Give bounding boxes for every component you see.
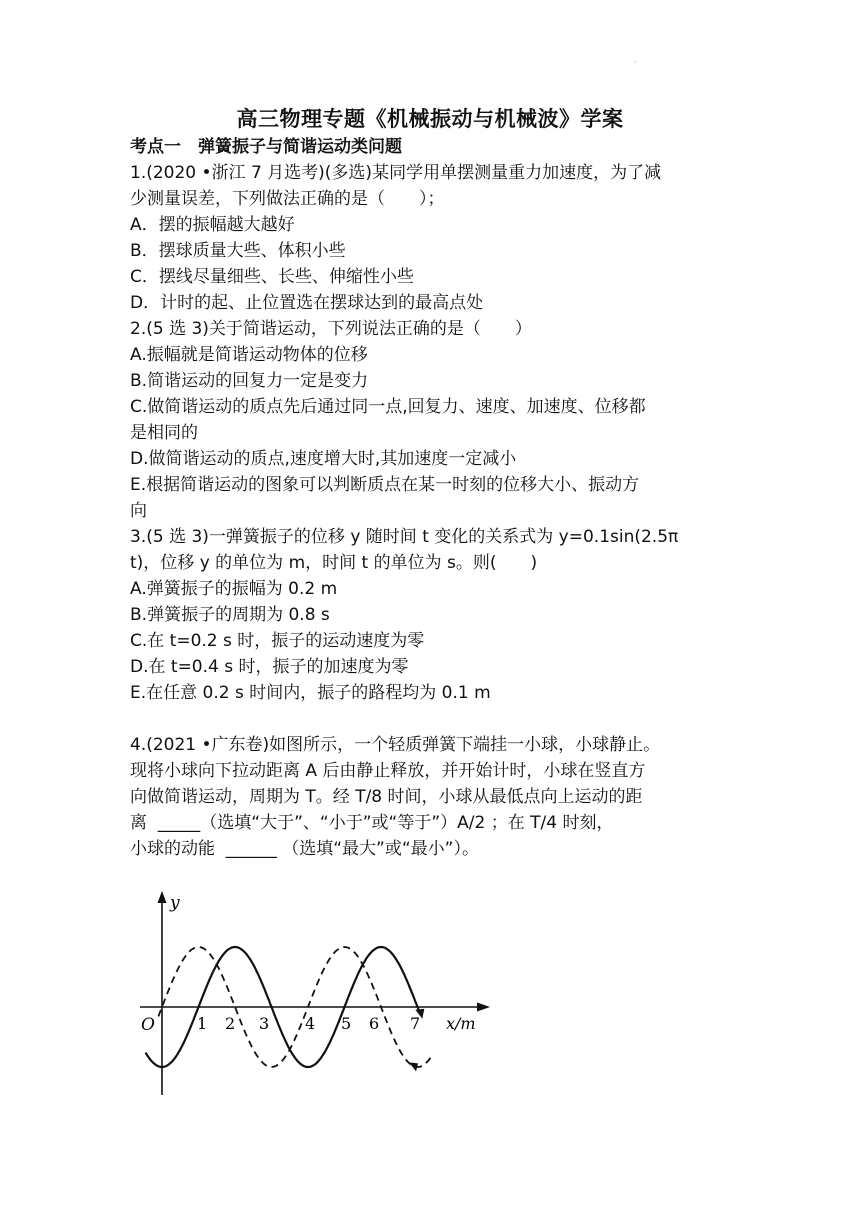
q1-option-d: D．计时的起、止位置选在摆球达到的最高点处	[130, 293, 484, 313]
q2-option-e-line-1: E.根据简谐运动的图象可以判断质点在某一时刻的位移大小、振动方	[130, 475, 640, 495]
x-tick-labels	[197, 1014, 420, 1033]
y-axis-label: y	[170, 893, 180, 913]
q3-option-a: A.弹簧振子的振幅为 0.2 m	[130, 579, 338, 599]
q1-line-1: 1.(2020 •浙江 7 月选考)(多选)某同学用单摆测量重力加速度，为了减	[130, 163, 662, 183]
q1-option-c: C．摆线尽量细些、长些、伸缩性小些	[130, 267, 414, 287]
document-body	[130, 134, 736, 862]
blank-line	[130, 706, 736, 732]
x-tick-label: 7	[410, 1014, 421, 1033]
corner-mark: ·	[634, 58, 637, 67]
q2-option-c-line-2: 是相同的	[130, 423, 198, 443]
wave-figure	[130, 885, 500, 1100]
x-axis-label: x/m	[446, 1014, 476, 1033]
q4-line-3: 向做简谐运动，周期为 T。经 T/8 时间，小球从最低点向上运动的距	[130, 787, 643, 807]
q4-line-5: 小球的动能 ______ （选填“最大”或“最小”）。	[130, 839, 479, 859]
q2-stem: 2.(5 选 3)关于简谐运动，下列说法正确的是（ ）	[130, 319, 532, 339]
q3-option-c: C.在 t=0.2 s 时，振子的运动速度为零	[130, 631, 425, 651]
q3-option-b: B.弹簧振子的周期为 0.8 s	[130, 605, 330, 625]
q4-line-2: 现将小球向下拉动距离 A 后由静止释放，并开始计时，小球在竖直方	[130, 761, 646, 781]
x-axis-arrow	[477, 1003, 490, 1012]
q1-option-a: A．摆的振幅越大越好	[130, 215, 295, 235]
section-heading: 考点一 弹簧振子与简谐运动类问题	[130, 137, 402, 157]
x-tick-label: 1	[197, 1014, 208, 1033]
q1-line-2: 少测量误差，下列做法正确的是（ ）；	[130, 189, 445, 209]
q2-option-b: B.简谐运动的回复力一定是变力	[130, 371, 369, 391]
q4-line-1: 4.(2021 •广东卷)如图所示，一个轻质弹簧下端挂一小球，小球静止。	[130, 735, 661, 755]
q3-option-d: D.在 t=0.4 s 时，振子的加速度为零	[130, 657, 409, 677]
x-tick-label: 6	[369, 1014, 380, 1033]
q2-option-e-line-2: 向	[130, 501, 147, 521]
q3-stem-line-2: t)，位移 y 的单位为 m，时间 t 的单位为 s。则( )	[130, 553, 538, 573]
page-title: 高三物理专题《机械振动与机械波》学案	[236, 107, 624, 131]
x-tick-label: 2	[225, 1014, 236, 1033]
q3-stem-line-1: 3.(5 选 3)一弹簧振子的位移 y 随时间 t 变化的关系式为 y=0.1sin(2.5π	[130, 527, 679, 547]
x-tick-label: 4	[305, 1014, 316, 1033]
q3-option-e: E.在任意 0.2 s 时间内，振子的路程均为 0.1 m	[130, 683, 491, 703]
y-axis-arrow	[158, 891, 167, 903]
q4-line-4: 离 _____（选填“大于”、“小于”或“等于”）A/2 ；在 T/4 时刻，	[130, 813, 614, 833]
dashed-wave-arrow	[409, 1062, 418, 1071]
x-tick-label: 3	[259, 1014, 270, 1033]
origin-label: O	[141, 1015, 155, 1035]
q2-option-c-line-1: C.做简谐运动的质点先后通过同一点,回复力、速度、加速度、位移都	[130, 397, 646, 417]
q2-option-a: A.振幅就是简谐运动物体的位移	[130, 345, 368, 365]
q1-option-b: B．摆球质量大些、体积小些	[130, 241, 346, 261]
q2-option-d: D.做简谐运动的质点,速度增大时,其加速度一定减小	[130, 449, 517, 469]
x-tick-label: 5	[341, 1014, 352, 1033]
